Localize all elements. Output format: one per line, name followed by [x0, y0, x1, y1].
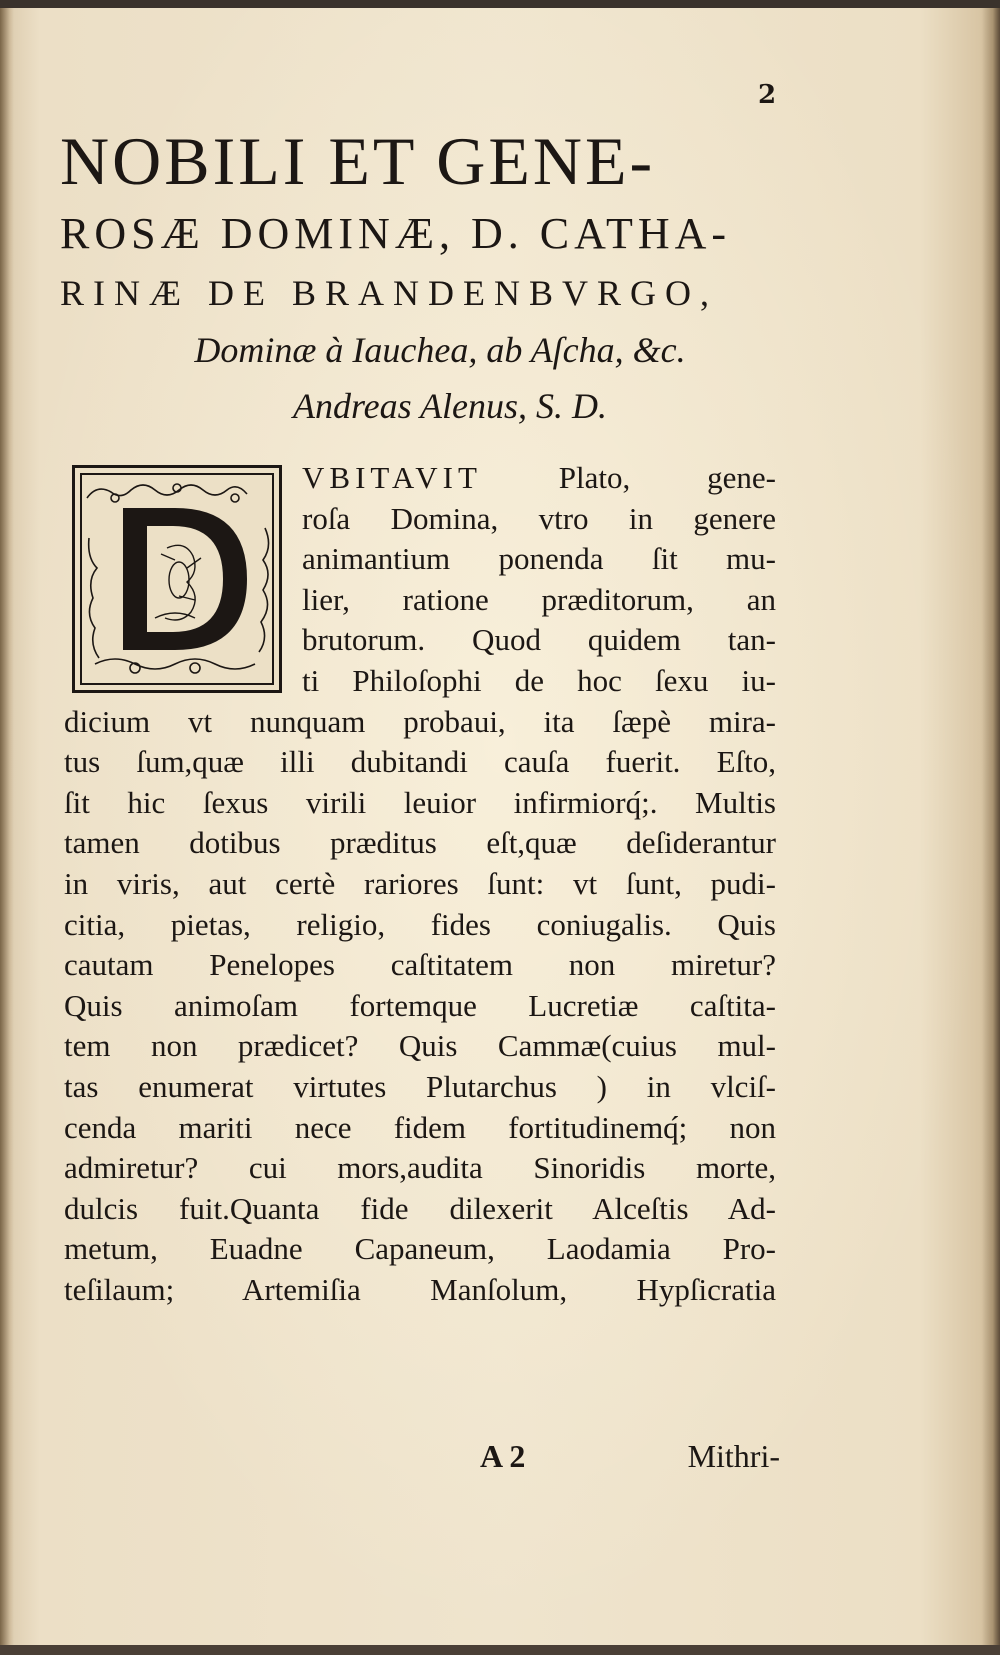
text-line: teſilaum; Artemiſia Manſolum, Hypſicratia — [64, 1271, 776, 1307]
text-line: citia, pietas, religio, fides coniugalis. Quis — [64, 906, 776, 942]
text-line: tas enumerat virtutes Plutarchus ) in vlciſ- — [64, 1068, 776, 1104]
text-line: tem non prædicet? Quis Cammæ(cuius mul- — [64, 1028, 776, 1064]
page-footer — [440, 1438, 780, 1482]
text-line: cautam Penelopes caſtitatem non miretur? — [64, 947, 776, 983]
folio-number: 2 — [758, 80, 777, 110]
title-line-1: NOBILI ET GENE- — [60, 123, 656, 199]
text-line: dulcis fuit.Quanta fide dilexerit Alceſtis Ad- — [64, 1190, 776, 1226]
catchword: Mithri- — [687, 1438, 780, 1474]
opening-small-caps: VBITAVIT — [302, 460, 482, 495]
signature-mark: A 2 — [480, 1438, 526, 1474]
page-fore-edge — [982, 8, 1000, 1645]
text-line: tus ſum,quæ illi dubitandi cauſa fuerit. Eſto, — [64, 744, 776, 780]
text-line: animantium ponenda ſit mu- — [302, 541, 776, 577]
opening-rest: Plato, gene- — [558, 460, 776, 495]
text-line: lier, ratione præditorum, an — [302, 581, 776, 617]
text-line: in viris, aut certè rariores ſunt: vt ſunt, pudi- — [64, 865, 776, 901]
title-line-3: RINÆ DE BRANDENBVRGO, — [60, 273, 719, 313]
text-line: metum, Euadne Capaneum, Laodamia Pro- — [64, 1231, 776, 1267]
text-line: brutorum. Quod quidem tan- — [302, 622, 776, 658]
text-line: Quis animoſam fortemque Lucretiæ caſtita- — [64, 987, 776, 1023]
title-block — [60, 118, 780, 434]
text-line: dicium vt nunquam probaui, ita ſæpè mira- — [64, 703, 776, 739]
page-binding-edge — [0, 8, 14, 1645]
text-line: cenda mariti nece fidem fortitudinemq́; non — [64, 1109, 776, 1145]
text-line: admiretur? cui mors,audita Sinoridis morte, — [64, 1150, 776, 1186]
dedication-line-1: Dominæ à Iauchea, ab Aſcha, &c. — [194, 330, 686, 370]
text-line: tamen dotibus præditus eſt,quæ deſiderantur — [64, 825, 776, 861]
text-line — [64, 458, 776, 499]
text-line: roſa Domina, vtro in genere — [302, 500, 776, 536]
dedication-line-2: Andreas Alenus, S. D. — [293, 386, 607, 426]
text-line: ſit hic ſexus virili leuior infirmiorq́;. Multis — [64, 784, 776, 820]
body-text — [64, 458, 776, 1310]
text-line: ti Philoſophi de hoc ſexu iu- — [302, 662, 776, 698]
title-line-2: ROSÆ DOMINÆ, D. CATHA- — [60, 209, 732, 258]
